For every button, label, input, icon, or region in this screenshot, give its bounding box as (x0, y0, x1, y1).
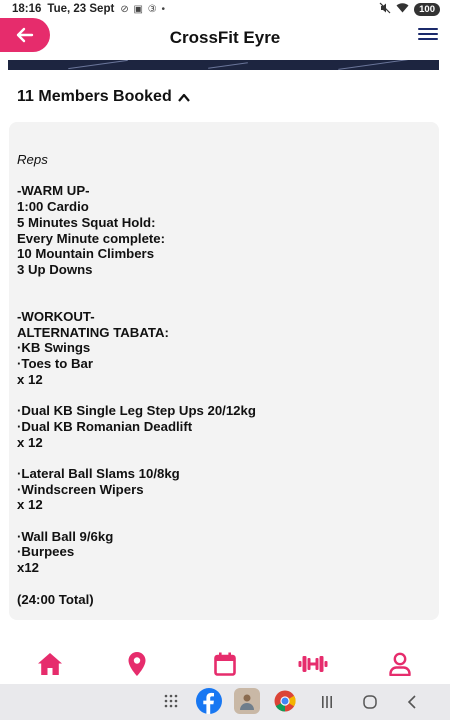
calendar-icon (214, 652, 236, 676)
app-drawer-icon[interactable] (158, 688, 184, 714)
mute-icon (379, 2, 391, 17)
workout-line: 10 Mountain Climbers (17, 246, 155, 262)
system-navigation-bar (0, 684, 450, 720)
workout-line: ·Windscreen Wipers (17, 481, 144, 497)
status-date: Tue, 23 Sept (47, 3, 115, 15)
workout-line: -WORKOUT- (17, 308, 95, 324)
workout-line: ·Dual KB Romanian Deadlift (17, 418, 193, 434)
workout-line: ·Wall Ball 9/6kg (17, 528, 114, 544)
workout-line: -WARM UP- (17, 183, 90, 199)
page-title: CrossFit Eyre (169, 28, 281, 47)
chevron-up-icon (178, 93, 190, 102)
wifi-icon (396, 2, 409, 16)
dumbbell-icon (298, 654, 328, 674)
home-button[interactable] (361, 692, 379, 712)
workout-line: x 12 (17, 434, 43, 450)
members-booked-label: 11 Members Booked (17, 88, 172, 105)
hamburger-menu-icon[interactable] (418, 26, 438, 42)
nav-location[interactable] (119, 646, 155, 682)
workout-line: (24:00 Total) (17, 591, 94, 607)
facebook-icon[interactable] (196, 688, 222, 714)
workout-line: ·Toes to Bar (17, 356, 93, 372)
user-icon (389, 652, 411, 676)
back-nav-button[interactable] (403, 692, 421, 712)
workout-line: Every Minute complete: (17, 230, 166, 246)
nav-calendar[interactable] (207, 646, 243, 682)
notification-icons: ⊘ ▣ ③ • (120, 3, 166, 15)
status-bar (0, 0, 450, 18)
workout-line: 3 Up Downs (17, 261, 93, 277)
workout-line: 1:00 Cardio (17, 199, 89, 215)
home-icon (37, 652, 63, 676)
back-chevron-icon (407, 695, 417, 709)
workout-line-spacer (17, 513, 439, 529)
workout-line: Reps (17, 152, 48, 167)
nav-home[interactable] (32, 646, 68, 682)
app-header (0, 18, 450, 60)
workout-line: ·Lateral Ball Slams 10/8kg (17, 465, 180, 481)
workout-line: ·Dual KB Single Leg Step Ups 20/12kg (17, 403, 256, 419)
workout-line-spacer (17, 576, 439, 592)
home-circle-icon (363, 695, 377, 709)
recents-icon (320, 695, 334, 709)
workout-line: ·Burpees (17, 544, 75, 560)
photo-app-icon[interactable] (234, 688, 260, 714)
workout-line: x 12 (17, 371, 43, 387)
battery-indicator: 100 (414, 3, 440, 16)
workout-line: ALTERNATING TABATA: (17, 324, 169, 340)
workout-line-spacer (17, 388, 439, 404)
workout-line-spacer (17, 450, 439, 466)
workout-description-card (9, 122, 439, 620)
workout-line: ·KB Swings (17, 340, 91, 356)
class-banner-image (8, 60, 439, 70)
map-pin-icon (127, 651, 147, 677)
workout-line-spacer (17, 293, 439, 309)
nav-workouts[interactable] (295, 646, 331, 682)
workout-line: x12 (17, 560, 40, 576)
workout-line: x 12 (17, 497, 43, 513)
workout-line-spacer (17, 168, 439, 184)
members-booked-toggle[interactable] (17, 88, 190, 106)
workout-line-spacer (17, 278, 439, 294)
workout-line: 5 Minutes Squat Hold: (17, 214, 156, 230)
status-time: 18:16 (12, 3, 42, 15)
bottom-navigation (0, 645, 450, 683)
chrome-icon[interactable] (272, 688, 298, 714)
app-dock (158, 688, 298, 714)
recents-button[interactable] (318, 692, 336, 712)
nav-profile[interactable] (382, 646, 418, 682)
